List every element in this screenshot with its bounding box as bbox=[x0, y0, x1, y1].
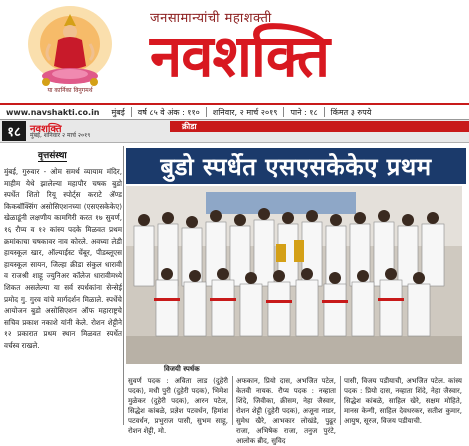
page-count: पाने : १८ bbox=[290, 107, 318, 117]
page-header-bar bbox=[0, 120, 469, 143]
article-column-silver: अफकान, प्रियो दास, अभजित पटेल, केतवी नायक. रौप्य पदक : नव्हाता शिंदे, जिवीका, क्रीसम, नेहा जैस्वार, रोशन शेट्टी (दुहेरी पदक), अजूना नाडर, सुमेध खैरे, आभकार लोखंडे, पुढूर राजा, अभिषेक राजा, तनुज पुरंटे, आलोक ब्रीद, सुविद bbox=[236, 377, 336, 445]
article-column-bronze: पासी, विजय पडीयाची, अभजित पटेल. कांस्य पदक : प्रियो दास, नव्हाता शिंदे, नेहा जैस्वार, सिद्धेश कांबळे, साहिल खेरे, सक्षम मोहिते, मानस केन्गी, साहिल देवधरकर, सतीश कुमार, आयुष, सूरज, विजय पडीयाची. bbox=[344, 377, 462, 425]
column-divider bbox=[232, 376, 233, 425]
volume-issue: वर्ष ८५ वे अंक : ११० bbox=[137, 107, 200, 117]
news-agency-label: वृत्तसंस्था bbox=[38, 148, 67, 162]
column-divider bbox=[123, 146, 124, 425]
newspaper-title: नवशक्ति bbox=[150, 22, 330, 90]
masthead bbox=[0, 0, 469, 100]
article-headline: बुडो स्पर्धेत एसएसकेकेए प्रथम bbox=[126, 148, 466, 184]
goddess-caption: या कार्निका विनुगमर्थ bbox=[47, 87, 93, 94]
website-url[interactable]: www.navshakti.co.in bbox=[6, 107, 100, 117]
mini-logo: नवशक्ति bbox=[30, 124, 62, 135]
tagline: जनसामान्यांची महाशक्ती bbox=[150, 11, 272, 26]
page-number: १८ bbox=[2, 121, 26, 141]
article-body-left: मुंबई, गुरुवार - ओम समर्थ व्यायाम मंदिर, माहीम येथे झालेल्या महापौर चषक बुडो स्पर्धेत शितो रियू स्पोर्ट्स कराटे ॲण्ड किकबॉक्सिंग असोसिएशनच्या (एसएसकेकेए) खेळाडूंनी लक्षणीय कामगिरी करत १७ सुवर्ण, १६ रौप्य व १२ कांस्य पदके मिळवत प्रथम क्रमांकाचा चषकावर नाव कोरले. अवघ्या लेडी हायस्कूल खार, ऑल्याईस्ट चेंबूर, पीडब्लूएस हायस्कूल सायन, जिल्हा क्रीडा संकुल धारावी व राजश्री शाहू ज्युनिअर कॉलेज धारावीमध्ये शिकत असलेल्या या सर्व स्पर्धकांना सेन्सेई प्रमोद गु. गुरव यांचे मार्गदर्शन मिळाले. स्पर्धेचे आयोजन बुडो असोसिएशन ऑफ महाराष्ट्रचे सचिव प्रकाश नकाशे यांनी केले. रोशन शेट्टीने १२ प्रकारात प्रथम स्थान मिळवत स्पर्धेत वर्चस्व राखले. bbox=[4, 167, 122, 350]
masthead-info-bar bbox=[0, 103, 469, 120]
column-divider bbox=[340, 376, 341, 425]
issue-date: शनिवार, २ मार्च २०१९ bbox=[212, 107, 278, 117]
edition-city: मुंबई bbox=[111, 107, 125, 117]
photo-caption: विजयी स्पर्धक bbox=[126, 365, 254, 375]
goddess-lakshmi-illustration bbox=[20, 4, 120, 96]
article bbox=[0, 146, 469, 445]
article-column-gold: सुवर्ण पदक : अविता लाड (दुहेरी पदक), मधी पुरी (दुहेरी पदक), भिमेश मुळेकर (दुहेरी पदक), आरन पटेल, सिद्धेश कांबळे, प्रज्ञेश पटवर्धन, हिमांश पटवर्धन, प्रभुराज पासी, सुभम साहू, रोशन शेट्टी, मो. bbox=[128, 377, 228, 435]
mini-date: मुंबई, शनिवार २ मार्च २०१९ bbox=[30, 132, 91, 139]
section-label: क्रीडा bbox=[170, 121, 469, 132]
group-photo bbox=[126, 186, 462, 364]
price: किंमत ३ रुपये bbox=[330, 107, 372, 117]
